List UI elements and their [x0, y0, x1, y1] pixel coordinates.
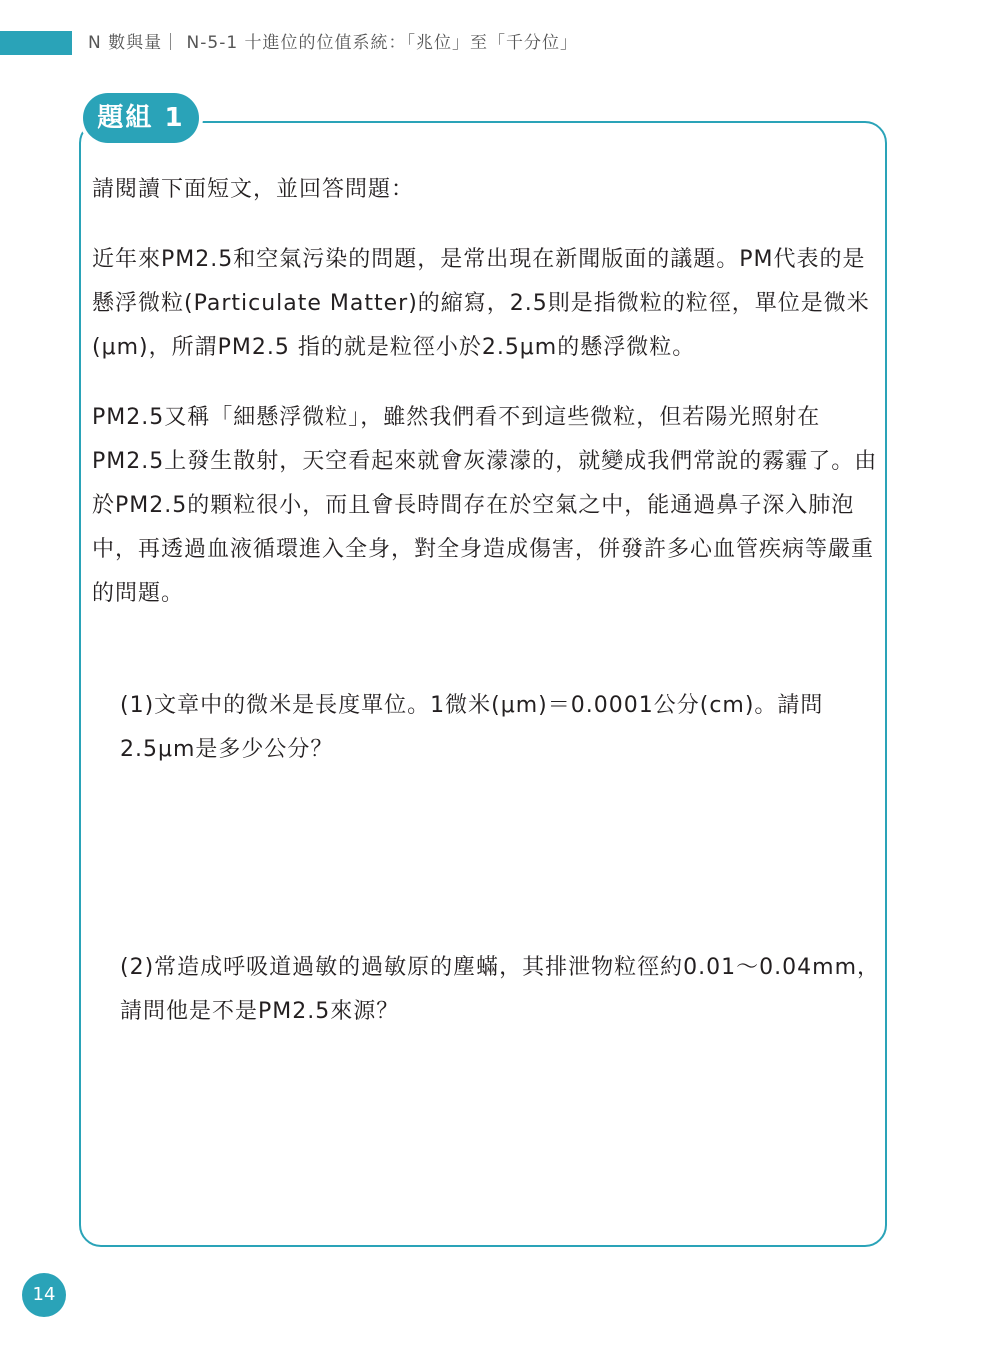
group-title-tab: 題組 1	[83, 93, 199, 143]
header-accent-bar	[0, 31, 72, 55]
running-header: N 數與量｜ N-5-1 十進位的位值系統：「兆位」至「千分位」	[88, 33, 579, 53]
page-number-badge: 14	[22, 1273, 66, 1317]
article-paragraph-2: PM2.5又稱「細懸浮微粒」，雖然我們看不到這些微粒，但若陽光照射在PM2.5上發生散射，天空看起來就會灰濛濛的，就變成我們常說的霧霾了。由於PM2.5的顆粒很小，而且會長時間存在於空氣之中，能通過鼻子深入肺泡中，再透過血液循環進入全身，對全身造成傷害，併發許多心血管疾病等嚴重的問題。	[92, 405, 878, 606]
reading-instruction: 請閱讀下面短文，並回答問題：	[92, 177, 415, 202]
article-paragraph-1: 近年來PM2.5和空氣污染的問題，是常出現在新聞版面的議題。PM代表的是懸浮微粒(Particulate Matter)的縮寫，2.5則是指微粒的粒徑，單位是微米(μm)，所謂PM2.5 指的就是粒徑小於2.5μm的懸浮微粒。	[92, 247, 870, 360]
question-1: (1)文章中的微米是長度單位。1微米(μm)＝0.0001公分(cm)。請問2.5μm是多少公分？	[120, 693, 824, 762]
question-2: (2)常造成呼吸道過敏的過敏原的塵蟎，其排泄物粒徑約0.01～0.04mm，請問他是不是PM2.5來源？	[120, 955, 880, 1024]
